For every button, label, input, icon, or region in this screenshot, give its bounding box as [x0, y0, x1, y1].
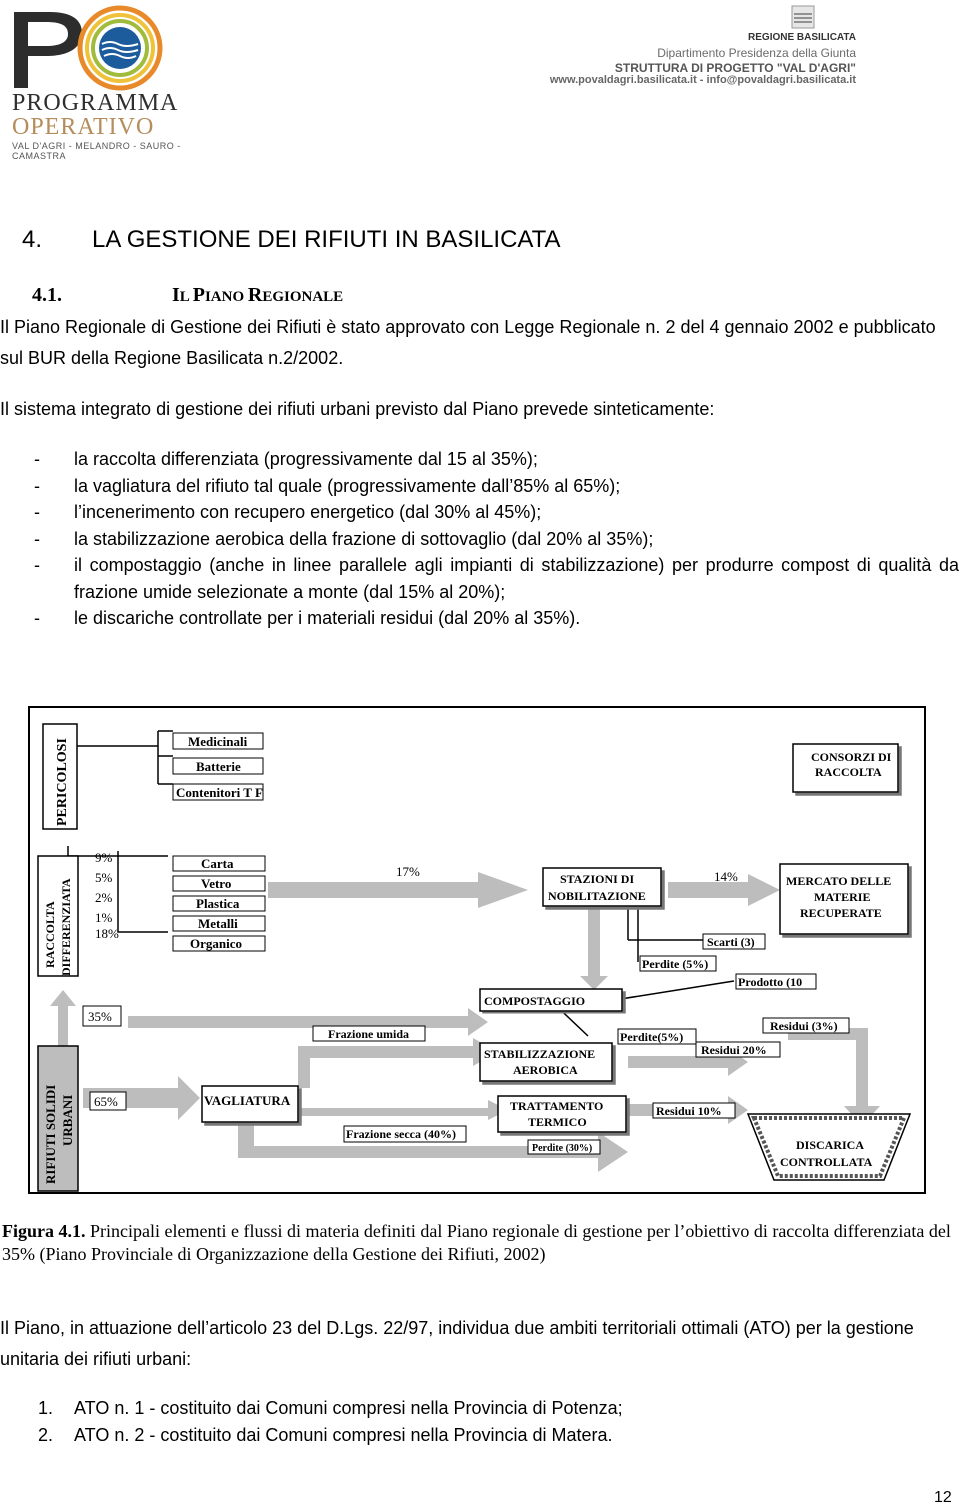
page-number: 12: [934, 1489, 952, 1506]
discarica-line-2: CONTROLLATA: [780, 1155, 873, 1169]
list-item: - il compostaggio (anche in linee parallele agli impianti di stabilizzazione) per produrre compost di qualità da frazione umide selezionate a monte (dal 15% al 20%);: [34, 555, 959, 602]
figure-caption: [2, 1220, 958, 1266]
pct-plastica: 2%: [95, 890, 113, 905]
flow-diagram-svg: [28, 706, 928, 1196]
vagliatura-box: VAGLIATURA: [204, 1093, 291, 1108]
stabilizzazione-line-1: STABILIZZAZIONE: [484, 1047, 596, 1061]
frazione-umida-label: Frazione umida: [328, 1027, 409, 1041]
logo-line-3: VAL D'AGRI - MELANDRO - SAURO - CAMASTRA: [12, 141, 181, 161]
waste-flow-diagram: [28, 706, 928, 1196]
discarica-line-1: DISCARICA: [796, 1138, 865, 1152]
list-item: - la raccolta differenziata (progressivamente dal 15 al 35%);: [34, 449, 538, 469]
list-item: 1. ATO n. 1 - costituito dai Comuni compresi nella Provincia di Potenza;: [38, 1398, 623, 1418]
consorzi-line-2: RACCOLTA: [815, 765, 882, 779]
pct-carta: 9%: [95, 850, 113, 865]
pct-organico: 18%: [95, 926, 119, 941]
paragraph-system: Il sistema integrato di gestione dei rifiuti urbani previsto dal Piano prevede sinteticamente:: [0, 399, 715, 419]
residui-20-label: Residui 20%: [701, 1043, 767, 1057]
mercato-line-2: MATERIE: [814, 890, 871, 904]
programma-operativo-logo: [0, 0, 230, 160]
list-item: 2. ATO n. 2 - costituito dai Comuni compresi nella Provincia di Matera.: [38, 1425, 613, 1445]
subsection-heading: 4.1. IL PIANO REGIONALE: [32, 284, 344, 306]
residui-10-label: Residui 10%: [656, 1104, 722, 1118]
ato-list: [38, 1395, 623, 1449]
raccolta-line-1: RACCOLTA: [43, 901, 57, 968]
region-crest-icon: [790, 4, 816, 30]
pericolosi-label: PERICOLOSI: [55, 738, 70, 826]
item-medicinali: Medicinali: [188, 734, 248, 749]
material-vetro: Vetro: [201, 876, 232, 891]
stabilizzazione-line-2: AEROBICA: [513, 1063, 578, 1077]
stazioni-line-2: NOBILITAZIONE: [548, 889, 646, 903]
material-organico: Organico: [190, 936, 242, 951]
material-metalli: Metalli: [198, 916, 238, 931]
item-batterie: Batterie: [196, 759, 241, 774]
raccolta-line-2: DIFFERENZIATA: [59, 878, 73, 976]
logo-line-2: OPERATIVO: [12, 114, 155, 140]
item-contenitori: Contenitori T F: [176, 785, 263, 800]
section-heading: [22, 226, 561, 254]
website-line: www.povaldagri.basilicata.it - info@povaldagri.basilicata.it: [549, 74, 856, 86]
structure-name: STRUTTURA DI PROGETTO "VAL D'AGRI": [614, 61, 856, 75]
pct-65: 65%: [94, 1094, 118, 1109]
frazione-secca-label: Frazione secca (40%): [346, 1127, 456, 1141]
prodotto-label: Prodotto (10: [738, 975, 803, 989]
paragraph-approval: Il Piano Regionale di Gestione dei Rifiuti è stato approvato con Legge Regionale n. 2 del 4 gennaio 2002 e pubblicato sul BUR della Regione Basilicata n.2/2002.: [0, 317, 936, 368]
pct-17: 17%: [396, 864, 420, 879]
bullet-list: [34, 446, 959, 632]
consorzi-line-1: CONSORZI DI: [811, 750, 892, 764]
pct-metalli: 1%: [95, 910, 113, 925]
section-title: LA GESTIONE DEI RIFIUTI IN BASILICATA: [92, 226, 561, 253]
pct-vetro: 5%: [95, 870, 113, 885]
pct-14: 14%: [714, 869, 738, 884]
logo-line-1: PROGRAMMA: [12, 90, 179, 116]
compostaggio-box: COMPOSTAGGIO: [484, 994, 586, 1008]
pct-35: 35%: [88, 1009, 112, 1024]
list-item: - la stabilizzazione aerobica della frazione di sottovaglio (dal 20% al 35%);: [34, 528, 654, 549]
perdite-30-label: Perdite (30%): [532, 1143, 593, 1154]
perdite-5-label: Perdite (5%): [642, 957, 709, 971]
caption-label: Figura 4.1.: [2, 1221, 86, 1241]
department-name: Dipartimento Presidenza della Giunta: [657, 46, 856, 60]
residui-3-label: Residui (3%): [770, 1019, 838, 1033]
trattamento-line-2: TERMICO: [528, 1115, 587, 1129]
material-plastica: Plastica: [196, 896, 240, 911]
rifiuti-line-2: URBANI: [60, 1094, 75, 1146]
stazioni-line-1: STAZIONI DI: [560, 872, 635, 886]
subsection-number: 4.1.: [32, 284, 62, 306]
rifiuti-line-1: RIFIUTI SOLIDI: [43, 1084, 58, 1184]
region-name: REGIONE BASILICATA: [748, 32, 856, 43]
section-number: 4.: [22, 226, 43, 253]
perdite-5b-label: Perdite(5%): [620, 1030, 684, 1044]
paragraph-ato: Il Piano, in attuazione dell’articolo 23 del D.Lgs. 22/97, individua due ambiti territoriali ottimali (ATO) per la gestione unitaria dei rifiuti urbani:: [0, 1318, 914, 1369]
mercato-line-1: MERCATO DELLE: [786, 874, 892, 888]
trattamento-line-1: TRATTAMENTO: [510, 1099, 604, 1113]
list-item: - la vagliatura del rifiuto tal quale (progressivamente dall’85% al 65%);: [34, 475, 621, 496]
scarti-label: Scarti (3): [707, 935, 755, 949]
material-carta: Carta: [201, 856, 234, 871]
caption-text: Principali elementi e flussi di materia definiti dal Piano regionale di gestione per l’obiettivo di raccolta differenziata del 35% (Piano Provinciale di Organizzazione della Gestione dei Rifiuti, 2002): [2, 1221, 951, 1264]
list-item: - l’incenerimento con recupero energetico (dal 30% al 45%);: [34, 502, 542, 522]
list-item: - le discariche controllate per i materiali residui (dal 20% al 35%).: [34, 608, 581, 628]
mercato-line-3: RECUPERATE: [800, 906, 882, 920]
